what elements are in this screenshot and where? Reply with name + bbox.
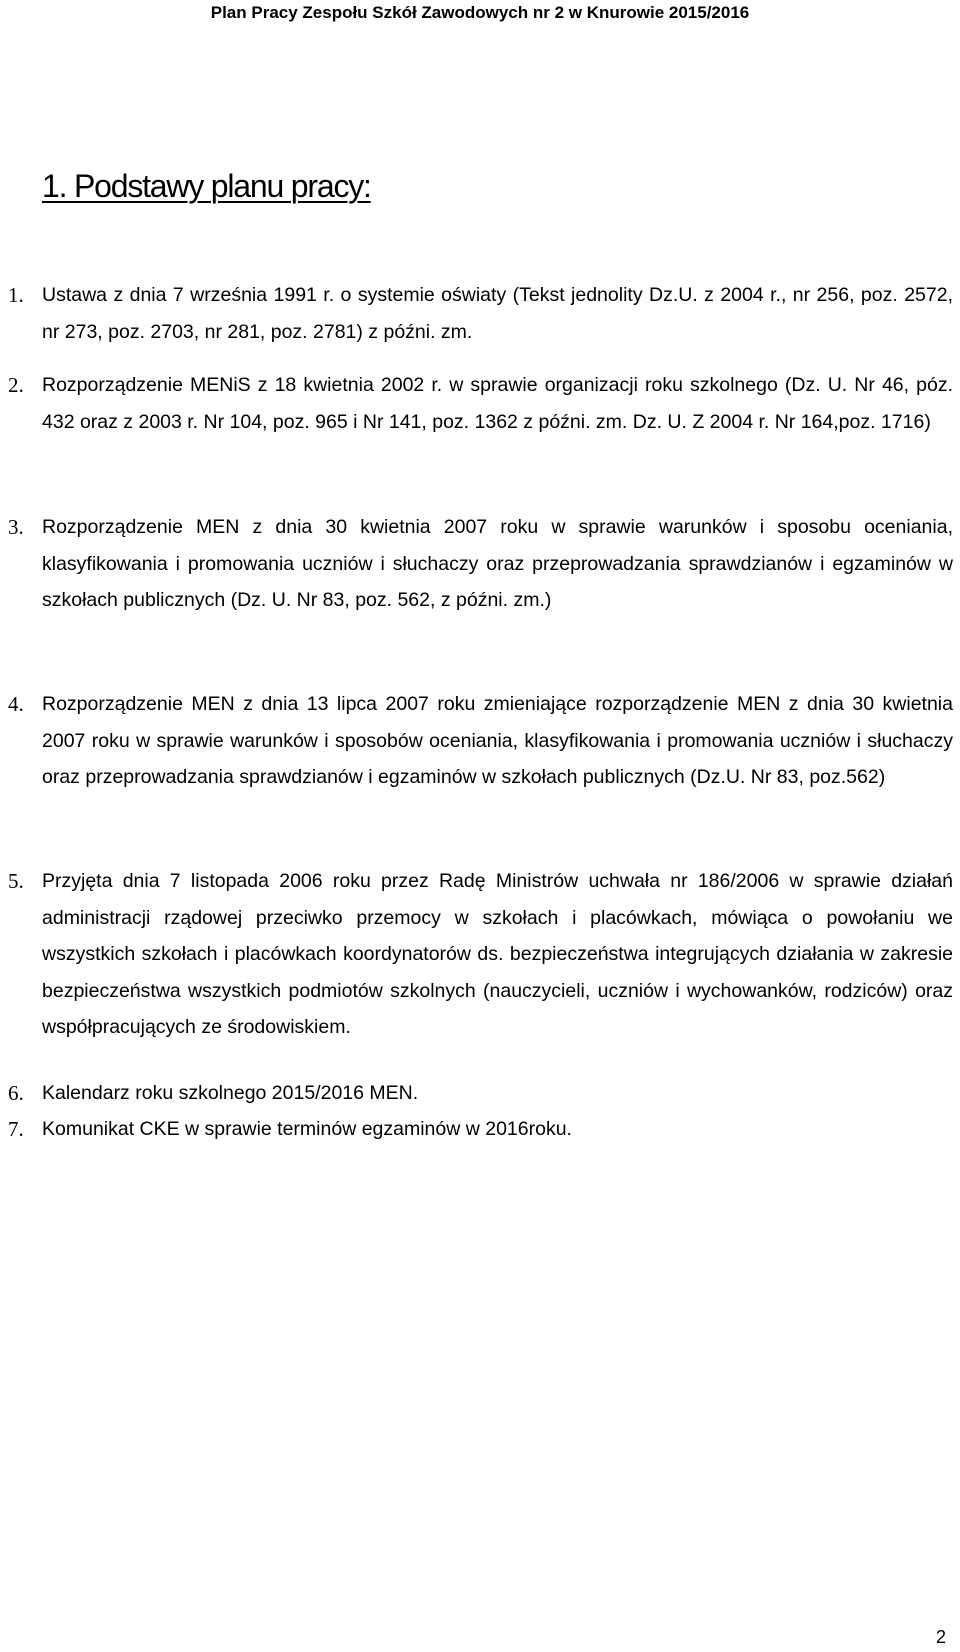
list-item xyxy=(8,686,953,796)
list-item-number: 6. xyxy=(8,1081,24,1105)
list-item xyxy=(8,1111,953,1148)
list-item-number: 5. xyxy=(8,869,24,893)
list-item-text: Rozporządzenie MEN z dnia 30 kwietnia 2007 roku w sprawie warunków i sposobu oceniania, klasyfikowania i promowania uczniów i słuchaczy oraz przeprowadzania sprawdzianów i egzaminów w szkołach publicznych (Dz. U. Nr 83, poz. 562, z późni. zm.) xyxy=(42,516,953,611)
list-item-number: 4. xyxy=(8,692,24,716)
list-item xyxy=(8,277,953,350)
page-number: 2 xyxy=(935,1627,946,1647)
list-item-text: Rozporządzenie MENiS z 18 kwietnia 2002 r. w sprawie organizacji roku szkolnego (Dz. U. Nr 46, póz. 432 oraz z 2003 r. Nr 104, poz. 965 i Nr 141, poz. 1362 z późni. zm. Dz. U. Z 2004 r. Nr 164,poz. 1716) xyxy=(42,374,953,433)
list-item xyxy=(8,863,953,1046)
list-item-text: Rozporządzenie MEN z dnia 13 lipca 2007 roku zmieniające rozporządzenie MEN z dnia 30 kwietnia 2007 roku w sprawie warunków i sposobów oceniania, klasyfikowania i promowania uczniów i słuchaczy oraz przeprowadzania sprawdzianów i egzaminów w szkołach publicznych (Dz.U. Nr 83, poz.562) xyxy=(42,693,953,788)
list-item-number: 7. xyxy=(8,1117,24,1141)
list-item xyxy=(8,367,953,440)
list-item-number: 3. xyxy=(8,515,24,539)
list-item-text: Kalendarz roku szkolnego 2015/2016 MEN. xyxy=(42,1082,419,1104)
list-item-text: Przyjęta dnia 7 listopada 2006 roku przez Radę Ministrów uchwała nr 186/2006 w sprawie działań administracji rządowej przeciwko przemocy w szkołach i placówkach, mówiąca o powołaniu we wszystkich szkołach i placówkach koordynatorów ds. bezpieczeństwa integrujących działania w zakresie bezpieczeństwa wszystkich podmiotów szkolnych (nauczycieli, uczniów i wychowanków, rodziców) oraz współpracujących ze środowiskiem. xyxy=(42,870,953,1038)
page-header: Plan Pracy Zespołu Szkół Zawodowych nr 2 w Knurowie 2015/2016 xyxy=(210,3,750,22)
section-title: 1. Podstawy planu pracy: xyxy=(42,168,371,204)
list-item xyxy=(8,509,953,619)
list-item xyxy=(8,1075,953,1112)
list-item-text: Komunikat CKE w sprawie terminów egzaminów w 2016roku. xyxy=(42,1118,572,1140)
list-item-number: 1. xyxy=(8,283,24,307)
list-item-text: Ustawa z dnia 7 września 1991 r. o systemie oświaty (Tekst jednolity Dz.U. z 2004 r., nr 256, poz. 2572, nr 273, poz. 2703, nr 281, poz. 2781) z późni. zm. xyxy=(42,284,953,343)
list-item-number: 2. xyxy=(8,373,24,397)
